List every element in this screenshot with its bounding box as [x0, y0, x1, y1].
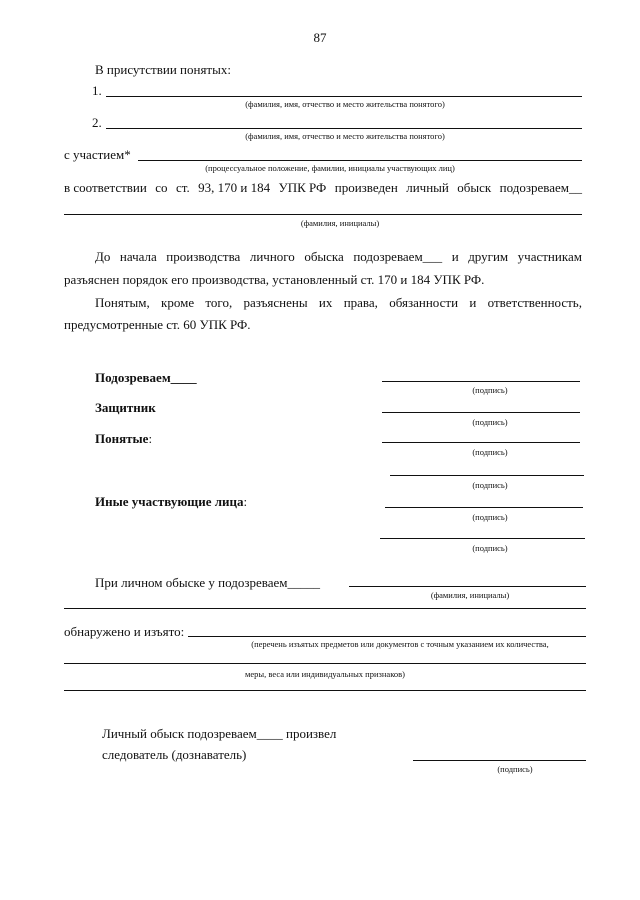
para2-word: того, — [205, 295, 233, 310]
signature-caption: (подпись) — [472, 385, 508, 395]
defender-signature-label: Защитник — [95, 400, 156, 415]
para1-word: личного — [249, 249, 295, 264]
para1-line1 — [95, 249, 582, 265]
accordance-word: ст. — [175, 180, 190, 195]
para2-word: и — [469, 295, 477, 310]
suspect-name-line[interactable] — [64, 214, 582, 215]
found-items-line-2[interactable] — [64, 663, 586, 664]
witnesses-signature-line-2[interactable] — [390, 475, 584, 476]
search-found-label: При личном обыске у подозреваем_____ — [95, 575, 320, 590]
search-found-name-caption: (фамилия, инициалы) — [430, 590, 510, 600]
para1-word: подозреваем___ — [353, 249, 443, 264]
para1-line2: разъяснен порядок его производства, установленный ст. 170 и 184 УПК РФ. — [64, 272, 485, 287]
defender-signature-line[interactable] — [382, 412, 580, 413]
signature-caption: (подпись) — [472, 447, 508, 457]
para1-word: обыска — [304, 249, 344, 264]
participation-line[interactable] — [138, 160, 582, 161]
accordance-word: произведен — [334, 180, 398, 195]
participation-caption: (процессуальное положение, фамилии, инициалы участвующих лиц) — [205, 163, 455, 173]
search-found-line-2[interactable] — [64, 608, 586, 609]
para2-word: ответственность, — [487, 295, 582, 310]
para2-word: обязанности — [389, 295, 459, 310]
presence-label: В присутствии понятых: — [95, 62, 231, 77]
others-signature-label: Иные участвующие лица: — [95, 494, 248, 509]
witness-2-number: 2. — [92, 115, 102, 130]
witness-2-line[interactable] — [106, 128, 582, 129]
para1-word: другим — [468, 249, 509, 264]
conducted-line1: Личный обыск подозреваем____ произвел — [102, 726, 337, 741]
signature-caption: (подпись) — [472, 480, 508, 490]
para1-word: и — [451, 249, 459, 264]
accordance-word: в соответствии — [64, 180, 147, 195]
witness-2-caption: (фамилия, имя, отчество и место жительства понятого) — [245, 131, 445, 141]
signature-caption: (подпись) — [497, 764, 533, 774]
conducted-line2: следователь (дознаватель) — [102, 747, 247, 762]
accordance-word: личный — [406, 180, 449, 195]
witness-1-line[interactable] — [106, 96, 582, 97]
para1-word: производства — [166, 249, 241, 264]
found-label: обнаружено и изъято: — [64, 624, 185, 639]
para2-word: разъяснены — [243, 295, 308, 310]
para2-word: права, — [343, 295, 378, 310]
found-caption-1: (перечень изъятых предметов или документов с точным указанием их количества, — [251, 639, 549, 649]
name-initials-caption: (фамилия, инициалы) — [300, 218, 380, 228]
accordance-word: 93, 170 и 184 — [198, 180, 271, 195]
others-signature-line-1[interactable] — [385, 507, 583, 508]
page-number: 87 — [313, 30, 327, 45]
accordance-word: подозреваем__ — [499, 180, 582, 195]
para2-line1 — [95, 295, 582, 311]
suspect-signature-label: Подозреваем____ — [95, 370, 197, 385]
signature-caption: (подпись) — [472, 417, 508, 427]
witness-1-caption: (фамилия, имя, отчество и место жительства понятого) — [245, 99, 445, 109]
para1-word: участникам — [517, 249, 582, 264]
found-caption-2: меры, веса или индивидуальных признаков) — [245, 669, 405, 679]
signature-caption: (подпись) — [472, 543, 508, 553]
witnesses-signature-label: Понятые: — [95, 431, 153, 446]
para2-word: Понятым, — [95, 295, 150, 310]
found-items-line[interactable] — [188, 636, 586, 637]
witness-1-number: 1. — [92, 83, 102, 98]
witnesses-signature-line-1[interactable] — [382, 442, 580, 443]
signature-caption: (подпись) — [472, 512, 508, 522]
investigator-signature-line[interactable] — [413, 760, 586, 761]
accordance-word: со — [155, 180, 168, 195]
search-found-name-line[interactable] — [349, 586, 586, 587]
found-items-line-3[interactable] — [64, 690, 586, 691]
accordance-line — [64, 180, 582, 196]
para2-word: кроме — [161, 295, 195, 310]
para2-word: их — [318, 295, 333, 310]
accordance-word: обыск — [457, 180, 492, 195]
para1-word: начала — [119, 249, 157, 264]
suspect-signature-line[interactable] — [382, 381, 580, 382]
accordance-word: УПК РФ — [278, 180, 327, 195]
participation-label: с участием* — [64, 147, 131, 162]
para1-word: До — [95, 249, 111, 264]
others-signature-line-2[interactable] — [380, 538, 585, 539]
para2-line2: предусмотренные ст. 60 УПК РФ. — [64, 317, 251, 332]
